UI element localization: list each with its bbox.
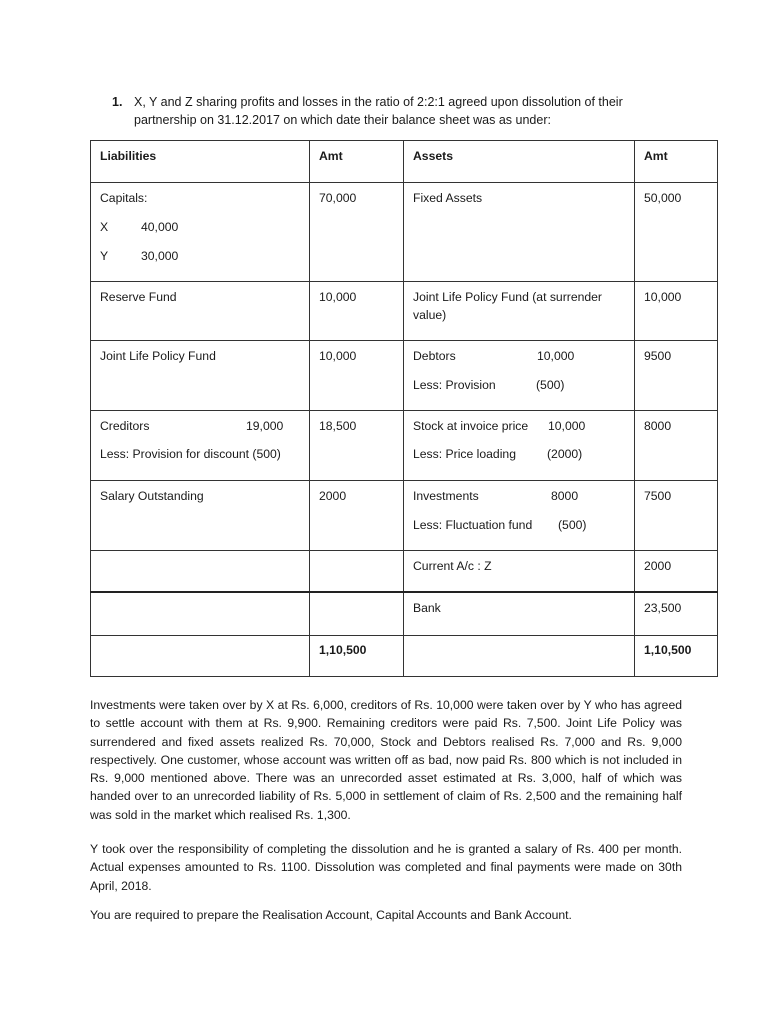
debtors-gross: 10,000 [537, 349, 575, 363]
capital-x-label: X [100, 220, 109, 234]
reserve-fund-label: Reserve Fund [100, 290, 177, 304]
price-loading-label: Less: Price loading [413, 447, 516, 461]
question-line-2: partnership on 31.12.2017 on which date their balance sheet was as under: [134, 113, 551, 127]
jlp-asset-label-line1: Joint Life Policy Fund (at surrender [413, 290, 602, 304]
creditors-gross: 19,000 [246, 419, 284, 433]
paragraph-1: Investments were taken over by X at Rs. 6,000, creditors of Rs. 10,000 were taken over by Y who has agreed to settle account with them at Rs. 9,900. Remaining creditors were paid Rs. 7,500. Joint Life Policy was surrendered and fixed assets realized Rs. 70,000, Stock and Debtors realised Rs. 7,000 and Rs. 9,000 respectively. One customer, whose account was written off as bad, now paid Rs. 800 which is not included in Rs. 9,000 mentioned above. There was an unrecorded asset estimated at Rs. 3,000, half of which was handed over to an unrecorded liability of Rs. 5,000 in settlement of claim of Rs. 2,500 and the remaining half was sold in the market which realised Rs. 1,300. [90, 698, 682, 822]
current-account-z-amount: 2000 [644, 559, 672, 573]
stock-amount: 8000 [644, 419, 672, 433]
liabilities-total: 1,10,500 [319, 643, 367, 657]
paragraph-3: You are required to prepare the Realisation Account, Capital Accounts and Bank Account. [90, 908, 572, 922]
investments-amount: 7500 [644, 489, 672, 503]
salary-outstanding-label: Salary Outstanding [100, 489, 204, 503]
table-header-row [91, 141, 718, 183]
table-row [91, 481, 718, 551]
jlp-asset-label-line2: value) [413, 308, 447, 322]
creditors-amount: 18,500 [319, 419, 357, 433]
jlp-fund-label: Joint Life Policy Fund [100, 349, 216, 363]
table-row [91, 411, 718, 481]
stock-gross: 10,000 [548, 419, 586, 433]
table-row [91, 592, 718, 636]
provision-label: Less: Provision [413, 378, 496, 392]
salary-outstanding-amount: 2000 [319, 489, 347, 503]
table-row [91, 551, 718, 593]
investments-gross: 8000 [551, 489, 579, 503]
creditors-label: Creditors [100, 419, 150, 433]
question-line-1: X, Y and Z sharing profits and losses in the ratio of 2:2:1 agreed upon dissolution of their [134, 95, 623, 109]
header-amount-assets: Amt [644, 149, 668, 163]
current-account-z-label: Current A/c : Z [413, 559, 492, 573]
fluctuation-fund-value: (500) [558, 518, 587, 532]
jlp-asset-amount: 10,000 [644, 290, 682, 304]
provision-value: (500) [536, 378, 565, 392]
capitals-label: Capitals: [100, 191, 148, 205]
price-loading-value: (2000) [547, 447, 583, 461]
table-row [91, 341, 718, 411]
creditors-provision-label: Less: Provision for discount (500) [100, 447, 281, 461]
stock-label: Stock at invoice price [413, 419, 529, 433]
debtors-label: Debtors [413, 349, 456, 363]
header-liabilities: Liabilities [100, 149, 157, 163]
capitals-amount: 70,000 [319, 191, 357, 205]
investments-label: Investments [413, 489, 479, 503]
bank-amount: 23,500 [644, 601, 682, 615]
capital-y-value: 30,000 [141, 249, 179, 263]
fixed-assets-amount: 50,000 [644, 191, 682, 205]
fixed-assets-label: Fixed Assets [413, 191, 483, 205]
capital-x-value: 40,000 [141, 220, 179, 234]
header-amount-liabilities: Amt [319, 149, 343, 163]
capital-y-label: Y [100, 249, 109, 263]
reserve-fund-amount: 10,000 [319, 290, 357, 304]
table-row [91, 183, 718, 282]
paragraph-2: Y took over the responsibility of completing the dissolution and he is granted a salary of Rs. 400 per month. Actual expenses amounted to Rs. 1100. Dissolution was completed and final payments were made on 30th April, 2018. [90, 842, 682, 893]
balance-sheet-table [90, 140, 718, 677]
bank-label: Bank [413, 601, 441, 615]
assets-total: 1,10,500 [644, 643, 692, 657]
jlp-fund-amount: 10,000 [319, 349, 357, 363]
debtors-amount: 9500 [644, 349, 672, 363]
question-number: 1. [112, 95, 123, 109]
header-assets: Assets [413, 149, 453, 163]
fluctuation-fund-label: Less: Fluctuation fund [413, 518, 533, 532]
table-total-row [91, 636, 718, 677]
table-row [91, 282, 718, 341]
